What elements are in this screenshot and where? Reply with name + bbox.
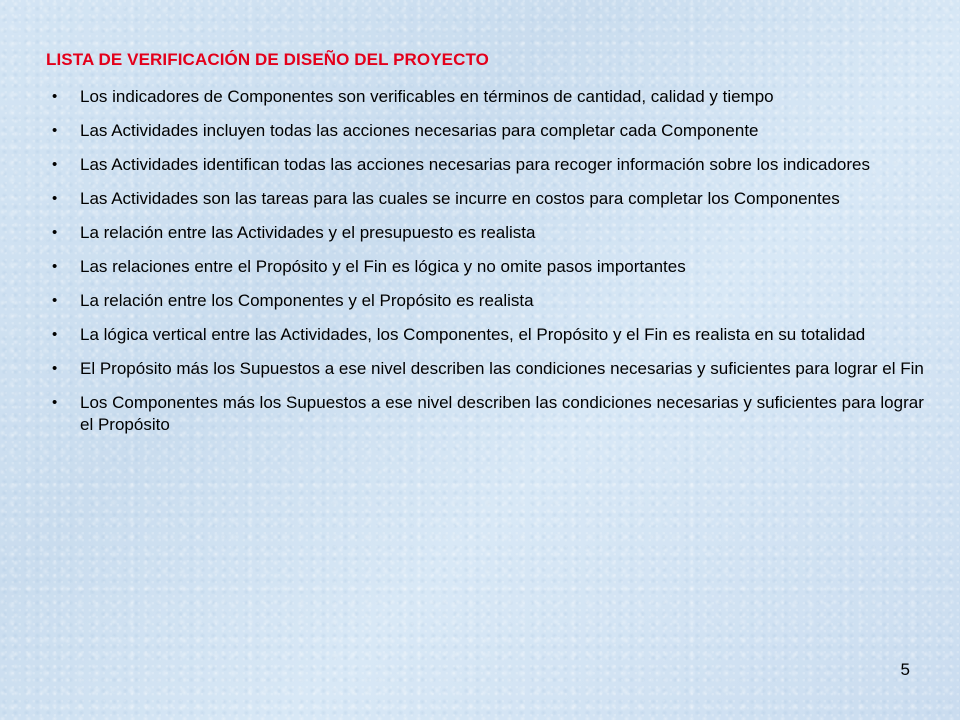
list-item (46, 86, 936, 108)
list-item-text: Las Actividades son las tareas para las cuales se incurre en costos para completar los Componentes (80, 189, 840, 208)
slide-title: LISTA DE VERIFICACIÓN DE DISEÑO DEL PROYECTO (46, 50, 489, 69)
bullet-icon: • (52, 88, 58, 105)
bullet-icon: • (52, 360, 58, 377)
list-item (46, 358, 936, 380)
list-item (46, 120, 936, 142)
list-item (46, 392, 936, 436)
bullet-icon: • (52, 326, 58, 343)
list-item-text: Las relaciones entre el Propósito y el Fin es lógica y no omite pasos importantes (80, 257, 686, 276)
list-item-text: Las Actividades incluyen todas las acciones necesarias para completar cada Componente (80, 121, 759, 140)
page-number: 5 (900, 660, 910, 679)
list-item-text: El Propósito más los Supuestos a ese nivel describen las condiciones necesarias y suficientes para lograr el Fin (80, 359, 924, 378)
bullet-icon: • (52, 292, 58, 309)
list-item (46, 188, 936, 210)
checklist (46, 86, 936, 448)
list-item (46, 222, 936, 244)
bullet-icon: • (52, 122, 58, 139)
bullet-icon: • (52, 224, 58, 241)
bullet-icon: • (52, 190, 58, 207)
list-item-text: Los indicadores de Componentes son verificables en términos de cantidad, calidad y tiempo (80, 87, 774, 106)
list-item (46, 290, 936, 312)
list-item (46, 324, 936, 346)
list-item-text: Los Componentes más los Supuestos a ese nivel describen las condiciones necesarias y suficientes para lograr el Propósito (80, 393, 924, 434)
list-item-text: La relación entre los Componentes y el Propósito es realista (80, 291, 534, 310)
list-item (46, 256, 936, 278)
list-item-text: Las Actividades identifican todas las acciones necesarias para recoger información sobre los indicadores (80, 155, 870, 174)
list-item-text: La relación entre las Actividades y el presupuesto es realista (80, 223, 536, 242)
bullet-icon: • (52, 394, 58, 411)
bullet-icon: • (52, 258, 58, 275)
list-item-text: La lógica vertical entre las Actividades, los Componentes, el Propósito y el Fin es realista en su totalidad (80, 325, 866, 344)
bullet-icon: • (52, 156, 58, 173)
list-item (46, 154, 936, 176)
